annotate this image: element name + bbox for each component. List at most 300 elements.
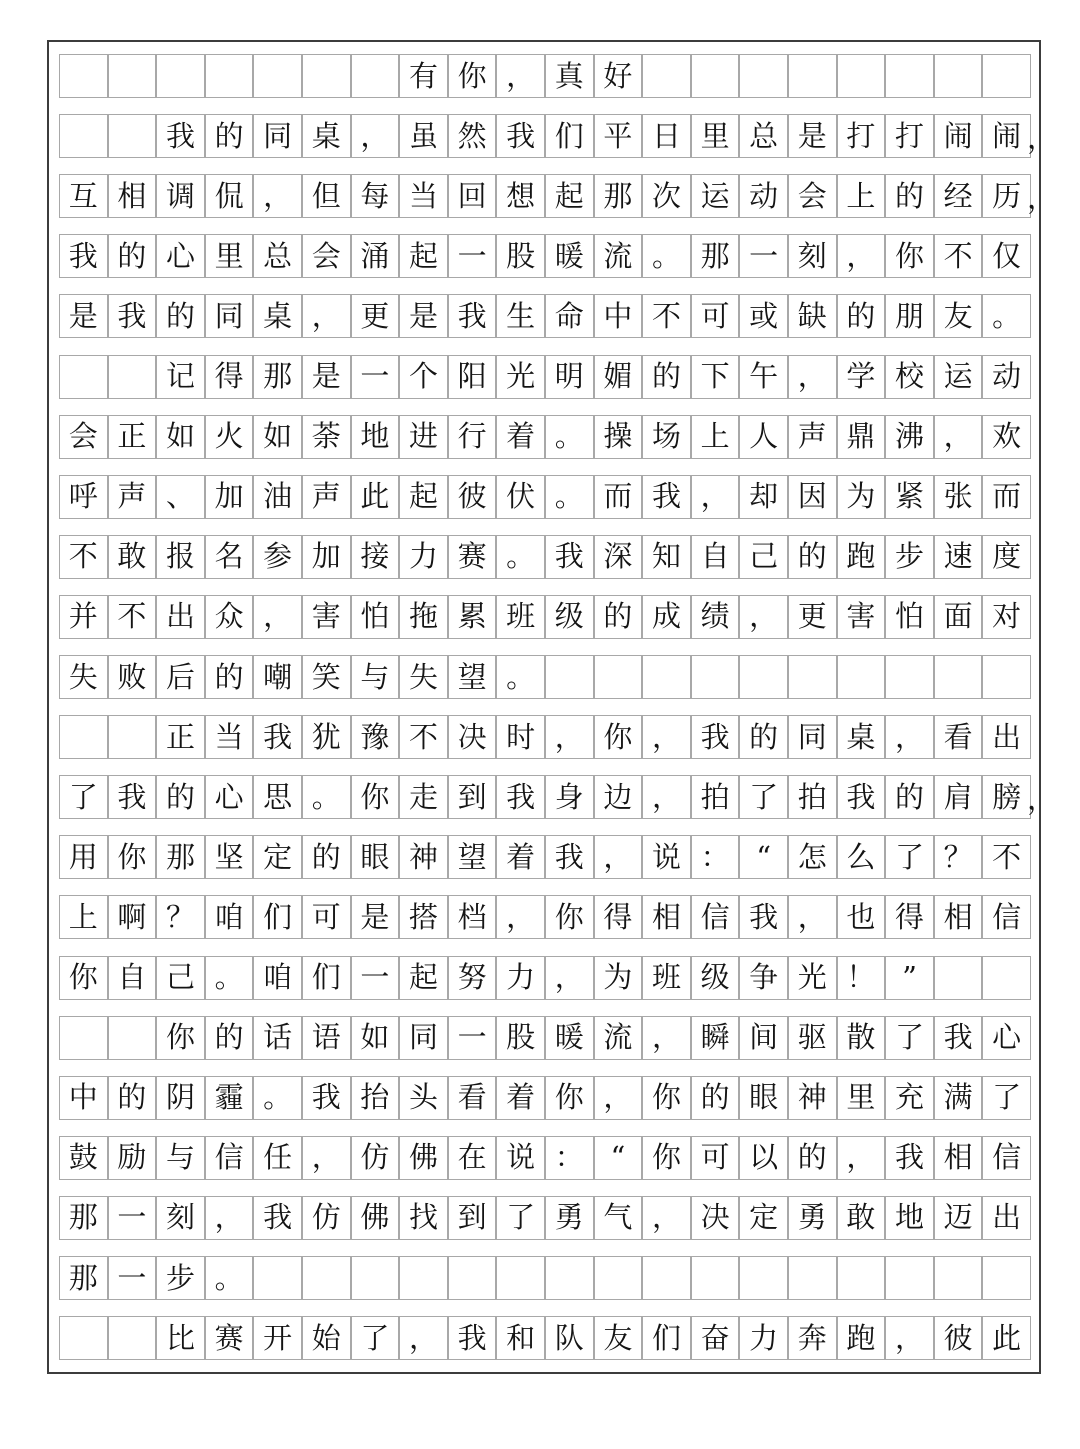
grid-cell: 的 bbox=[739, 715, 788, 759]
grid-cell: 面 bbox=[934, 595, 983, 639]
grid-cell: 赛 bbox=[205, 1316, 254, 1360]
grid-cell: 望 bbox=[448, 835, 497, 879]
grid-cell: 着 bbox=[496, 415, 545, 459]
grid-cell: 沸 bbox=[885, 415, 934, 459]
grid-cell: 一 bbox=[351, 355, 400, 399]
grid-cell: 档 bbox=[448, 895, 497, 939]
grid-cell: 的 bbox=[108, 234, 157, 278]
grid-cell: 侃 bbox=[205, 174, 254, 218]
grid-cell: 失 bbox=[59, 655, 108, 699]
grid-cell: 我 bbox=[934, 1016, 983, 1060]
grid-row bbox=[59, 1016, 1031, 1060]
grid-cell: 的 bbox=[788, 1136, 837, 1180]
grid-cell: 的 bbox=[205, 655, 254, 699]
grid-cell: 话 bbox=[253, 1016, 302, 1060]
grid-cell: 定 bbox=[739, 1196, 788, 1240]
grid-cell: 的 bbox=[156, 775, 205, 819]
grid-cell: 嘲 bbox=[253, 655, 302, 699]
grid-cell: 那 bbox=[59, 1196, 108, 1240]
grid-cell: 刻 bbox=[156, 1196, 205, 1240]
grid-cell: 我 bbox=[448, 1316, 497, 1360]
grid-cell bbox=[205, 54, 254, 98]
grid-cell: 加 bbox=[205, 475, 254, 519]
grid-cell: 当 bbox=[399, 174, 448, 218]
grid-cell bbox=[885, 1256, 934, 1300]
grid-cell: 平 bbox=[594, 114, 643, 158]
grid-cell: 知 bbox=[642, 535, 691, 579]
grid-cell: 级 bbox=[691, 956, 740, 1000]
grid-cell: 抬 bbox=[351, 1076, 400, 1120]
grid-cell: 仿 bbox=[351, 1136, 400, 1180]
grid-row bbox=[59, 895, 1031, 939]
grid-cell: 地 bbox=[885, 1196, 934, 1240]
grid-cell: 走 bbox=[399, 775, 448, 819]
grid-cell: 决 bbox=[691, 1196, 740, 1240]
grid-cell: 我 bbox=[642, 475, 691, 519]
grid-cell: 操 bbox=[594, 415, 643, 459]
grid-cell: 我 bbox=[545, 835, 594, 879]
grid-cell: 跑 bbox=[837, 1316, 886, 1360]
grid-cell: 也 bbox=[837, 895, 886, 939]
grid-cell: 那 bbox=[59, 1256, 108, 1300]
grid-cell: 以 bbox=[739, 1136, 788, 1180]
grid-cell: 打 bbox=[837, 114, 886, 158]
grid-cell: 的 bbox=[885, 775, 934, 819]
grid-cell: 始 bbox=[302, 1316, 351, 1360]
grid-cell: 出 bbox=[982, 1196, 1031, 1240]
grid-cell: 油 bbox=[253, 475, 302, 519]
grid-cell: 中 bbox=[594, 294, 643, 338]
grid-cell: 心 bbox=[156, 234, 205, 278]
grid-cell: 流 bbox=[594, 1016, 643, 1060]
grid-cell: 光 bbox=[788, 956, 837, 1000]
grid-cell: 出 bbox=[156, 595, 205, 639]
grid-cell: 是 bbox=[302, 355, 351, 399]
grid-cell bbox=[545, 1256, 594, 1300]
grid-cell bbox=[399, 1256, 448, 1300]
grid-cell: 光 bbox=[496, 355, 545, 399]
grid-cell: 时 bbox=[496, 715, 545, 759]
grid-cell: 相 bbox=[108, 174, 157, 218]
grid-row bbox=[59, 415, 1031, 459]
grid-cell: 了 bbox=[496, 1196, 545, 1240]
grid-cell bbox=[934, 1256, 983, 1300]
grid-cell bbox=[302, 1256, 351, 1300]
grid-row bbox=[59, 174, 1057, 218]
grid-cell: 己 bbox=[739, 535, 788, 579]
grid-cell: 步 bbox=[156, 1256, 205, 1300]
grid-cell: 找 bbox=[399, 1196, 448, 1240]
grid-cell: 满 bbox=[934, 1076, 983, 1120]
grid-cell: 拖 bbox=[399, 595, 448, 639]
grid-cell: 起 bbox=[399, 475, 448, 519]
grid-cell: 正 bbox=[156, 715, 205, 759]
grid-cell bbox=[108, 1016, 157, 1060]
grid-cell: 缺 bbox=[788, 294, 837, 338]
grid-cell: 股 bbox=[496, 234, 545, 278]
grid-cell: 身 bbox=[545, 775, 594, 819]
grid-row bbox=[59, 956, 1031, 1000]
grid-cell: 阴 bbox=[156, 1076, 205, 1120]
grid-cell: 的 bbox=[205, 1016, 254, 1060]
grid-cell bbox=[496, 1256, 545, 1300]
grid-cell: 回 bbox=[448, 174, 497, 218]
grid-cell: 到 bbox=[448, 1196, 497, 1240]
grid-cell: 用 bbox=[59, 835, 108, 879]
grid-cell: ， bbox=[253, 174, 302, 218]
grid-cell bbox=[156, 54, 205, 98]
grid-cell: 股 bbox=[496, 1016, 545, 1060]
grid-cell: 刻 bbox=[788, 234, 837, 278]
grid-cell: 我 bbox=[253, 715, 302, 759]
grid-cell: 拍 bbox=[691, 775, 740, 819]
grid-cell: 你 bbox=[642, 1136, 691, 1180]
grid-cell: 生 bbox=[496, 294, 545, 338]
grid-cell: 可 bbox=[302, 895, 351, 939]
grid-cell: 。 bbox=[496, 655, 545, 699]
grid-cell: 自 bbox=[691, 535, 740, 579]
grid-cell: 桌 bbox=[253, 294, 302, 338]
grid-cell: 的 bbox=[205, 114, 254, 158]
grid-cell: 坚 bbox=[205, 835, 254, 879]
grid-cell bbox=[982, 54, 1031, 98]
grid-cell: 赛 bbox=[448, 535, 497, 579]
grid-cell: 看 bbox=[448, 1076, 497, 1120]
grid-cell: 励 bbox=[108, 1136, 157, 1180]
grid-cell: 迈 bbox=[934, 1196, 983, 1240]
grid-cell: 声 bbox=[302, 475, 351, 519]
grid-cell: 然 bbox=[448, 114, 497, 158]
grid-cell: 动 bbox=[739, 174, 788, 218]
grid-cell: ， bbox=[205, 1196, 254, 1240]
grid-cell: 瞬 bbox=[691, 1016, 740, 1060]
grid-cell: 气 bbox=[594, 1196, 643, 1240]
grid-cell: 虽 bbox=[399, 114, 448, 158]
grid-cell: 心 bbox=[205, 775, 254, 819]
grid-cell: 你 bbox=[448, 54, 497, 98]
grid-cell: 运 bbox=[691, 174, 740, 218]
grid-cell: 对 bbox=[982, 595, 1031, 639]
grid-cell bbox=[982, 956, 1031, 1000]
grid-cell bbox=[59, 355, 108, 399]
grid-cell: 呼 bbox=[59, 475, 108, 519]
grid-cell: 霾 bbox=[205, 1076, 254, 1120]
grid-cell: ： bbox=[691, 835, 740, 879]
grid-cell: 级 bbox=[545, 595, 594, 639]
grid-cell: 一 bbox=[448, 234, 497, 278]
grid-cell: 一 bbox=[108, 1196, 157, 1240]
grid-cell bbox=[59, 114, 108, 158]
grid-cell: 了 bbox=[885, 1016, 934, 1060]
grid-row bbox=[59, 535, 1031, 579]
grid-cell: “ bbox=[594, 1136, 643, 1180]
grid-cell: 紧 bbox=[885, 475, 934, 519]
grid-cell: ， bbox=[837, 1136, 886, 1180]
grid-cell: 度 bbox=[982, 535, 1031, 579]
grid-cell: 友 bbox=[594, 1316, 643, 1360]
grid-cell: 真 bbox=[545, 54, 594, 98]
grid-cell: “ bbox=[739, 835, 788, 879]
grid-cell: 正 bbox=[108, 415, 157, 459]
grid-cell: 你 bbox=[594, 715, 643, 759]
grid-cell: 和 bbox=[496, 1316, 545, 1360]
grid-cell: 上 bbox=[691, 415, 740, 459]
grid-row bbox=[59, 835, 1031, 879]
grid-cell: 不 bbox=[59, 535, 108, 579]
grid-cell: 边 bbox=[594, 775, 643, 819]
grid-row bbox=[59, 1076, 1031, 1120]
grid-cell: 你 bbox=[545, 895, 594, 939]
grid-cell: 了 bbox=[59, 775, 108, 819]
grid-cell: 为 bbox=[594, 956, 643, 1000]
grid-cell: 。 bbox=[545, 475, 594, 519]
grid-cell: 起 bbox=[545, 174, 594, 218]
grid-cell bbox=[108, 114, 157, 158]
grid-cell: 接 bbox=[351, 535, 400, 579]
grid-cell: 了 bbox=[982, 1076, 1031, 1120]
grid-cell: 友 bbox=[934, 294, 983, 338]
grid-cell: 名 bbox=[205, 535, 254, 579]
grid-cell bbox=[108, 355, 157, 399]
grid-cell bbox=[691, 1256, 740, 1300]
grid-cell: 我 bbox=[496, 114, 545, 158]
grid-cell: 日 bbox=[642, 114, 691, 158]
grid-cell: 得 bbox=[205, 355, 254, 399]
grid-cell bbox=[253, 1256, 302, 1300]
grid-cell: 佛 bbox=[351, 1196, 400, 1240]
grid-cell: 勇 bbox=[545, 1196, 594, 1240]
grid-cell: 起 bbox=[399, 956, 448, 1000]
grid-cell: ， bbox=[642, 775, 691, 819]
grid-cell: 与 bbox=[156, 1136, 205, 1180]
grid-cell: 而 bbox=[982, 475, 1031, 519]
grid-cell: 望 bbox=[448, 655, 497, 699]
grid-cell bbox=[934, 54, 983, 98]
grid-cell: 得 bbox=[885, 895, 934, 939]
grid-cell: ， bbox=[885, 1316, 934, 1360]
overflow-punctuation: ， bbox=[1027, 781, 1057, 816]
grid-cell: 神 bbox=[399, 835, 448, 879]
grid-cell: 敢 bbox=[837, 1196, 886, 1240]
grid-cell bbox=[934, 956, 983, 1000]
grid-cell: ， bbox=[302, 294, 351, 338]
grid-cell: 荼 bbox=[302, 415, 351, 459]
grid-cell: ， bbox=[496, 895, 545, 939]
grid-row bbox=[59, 355, 1031, 399]
grid-cell: ， bbox=[788, 895, 837, 939]
grid-cell: 那 bbox=[594, 174, 643, 218]
grid-cell: 同 bbox=[205, 294, 254, 338]
grid-cell bbox=[982, 1256, 1031, 1300]
grid-cell: 眼 bbox=[351, 835, 400, 879]
grid-cell: 仅 bbox=[982, 234, 1031, 278]
grid-cell: 相 bbox=[934, 1136, 983, 1180]
grid-cell: 开 bbox=[253, 1316, 302, 1360]
grid-cell: 。 bbox=[496, 535, 545, 579]
grid-cell: 众 bbox=[205, 595, 254, 639]
grid-cell: 那 bbox=[156, 835, 205, 879]
grid-cell: 们 bbox=[253, 895, 302, 939]
grid-cell bbox=[59, 715, 108, 759]
grid-cell: 上 bbox=[59, 895, 108, 939]
grid-cell: 害 bbox=[837, 595, 886, 639]
grid-cell: 肩 bbox=[934, 775, 983, 819]
grid-cell: 到 bbox=[448, 775, 497, 819]
grid-cell: 犹 bbox=[302, 715, 351, 759]
grid-cell: 一 bbox=[351, 956, 400, 1000]
grid-cell: 或 bbox=[739, 294, 788, 338]
grid-cell bbox=[885, 655, 934, 699]
grid-row bbox=[59, 1136, 1031, 1180]
grid-cell: 同 bbox=[788, 715, 837, 759]
grid-cell: ， bbox=[545, 956, 594, 1000]
grid-cell: 失 bbox=[399, 655, 448, 699]
grid-cell: 咱 bbox=[253, 956, 302, 1000]
grid-cell: 午 bbox=[739, 355, 788, 399]
grid-cell: 一 bbox=[108, 1256, 157, 1300]
grid-cell: 你 bbox=[642, 1076, 691, 1120]
grid-cell: 充 bbox=[885, 1076, 934, 1120]
grid-cell: 你 bbox=[156, 1016, 205, 1060]
grid-cell: 勇 bbox=[788, 1196, 837, 1240]
grid-cell: 但 bbox=[302, 174, 351, 218]
grid-cell: 啊 bbox=[108, 895, 157, 939]
grid-cell: 我 bbox=[59, 234, 108, 278]
grid-cell: 们 bbox=[302, 956, 351, 1000]
grid-cell: 调 bbox=[156, 174, 205, 218]
grid-cell: 自 bbox=[108, 956, 157, 1000]
grid-cell bbox=[594, 1256, 643, 1300]
grid-cell: 班 bbox=[496, 595, 545, 639]
grid-cell: 咱 bbox=[205, 895, 254, 939]
grid-cell: ？ bbox=[156, 895, 205, 939]
grid-cell: 命 bbox=[545, 294, 594, 338]
grid-cell: 们 bbox=[545, 114, 594, 158]
grid-cell: 想 bbox=[496, 174, 545, 218]
grid-cell: 地 bbox=[351, 415, 400, 459]
grid-cell: 却 bbox=[739, 475, 788, 519]
grid-cell bbox=[545, 655, 594, 699]
grid-cell: 相 bbox=[934, 895, 983, 939]
grid-cell: 绩 bbox=[691, 595, 740, 639]
grid-cell: 我 bbox=[302, 1076, 351, 1120]
grid-cell bbox=[108, 715, 157, 759]
grid-cell: 了 bbox=[885, 835, 934, 879]
grid-cell: 是 bbox=[351, 895, 400, 939]
grid-cell: 你 bbox=[885, 234, 934, 278]
grid-cell: 步 bbox=[885, 535, 934, 579]
grid-cell: 信 bbox=[982, 1136, 1031, 1180]
grid-cell: 此 bbox=[351, 475, 400, 519]
grid-cell bbox=[351, 1256, 400, 1300]
grid-cell: 可 bbox=[691, 1136, 740, 1180]
grid-cell: 奋 bbox=[691, 1316, 740, 1360]
grid-cell: 们 bbox=[642, 1316, 691, 1360]
grid-cell: 历 bbox=[982, 174, 1031, 218]
grid-cell: 搭 bbox=[399, 895, 448, 939]
grid-cell: 笑 bbox=[302, 655, 351, 699]
grid-cell: ， bbox=[594, 835, 643, 879]
grid-cell: 拍 bbox=[788, 775, 837, 819]
grid-cell: 一 bbox=[448, 1016, 497, 1060]
grid-cell: 声 bbox=[788, 415, 837, 459]
overflow-punctuation: ， bbox=[1027, 180, 1057, 215]
grid-cell: 信 bbox=[205, 1136, 254, 1180]
grid-cell bbox=[788, 54, 837, 98]
grid-cell: 桌 bbox=[837, 715, 886, 759]
grid-cell: 打 bbox=[885, 114, 934, 158]
grid-cell: 不 bbox=[108, 595, 157, 639]
grid-row bbox=[59, 1256, 1031, 1300]
grid-cell: 总 bbox=[739, 114, 788, 158]
grid-cell: 同 bbox=[399, 1016, 448, 1060]
grid-cell: 你 bbox=[545, 1076, 594, 1120]
grid-cell: 。 bbox=[302, 775, 351, 819]
grid-cell: 不 bbox=[642, 294, 691, 338]
grid-cell: 我 bbox=[739, 895, 788, 939]
grid-cell: 你 bbox=[351, 775, 400, 819]
grid-cell: 怕 bbox=[351, 595, 400, 639]
grid-cell: 散 bbox=[837, 1016, 886, 1060]
grid-cell: 仿 bbox=[302, 1196, 351, 1240]
grid-cell: 暖 bbox=[545, 1016, 594, 1060]
grid-cell: 场 bbox=[642, 415, 691, 459]
grid-cell bbox=[302, 54, 351, 98]
grid-cell: 说 bbox=[496, 1136, 545, 1180]
grid-cell: 。 bbox=[205, 1256, 254, 1300]
grid-cell: ， bbox=[837, 234, 886, 278]
grid-cell bbox=[108, 54, 157, 98]
grid-cell: 与 bbox=[351, 655, 400, 699]
grid-row bbox=[59, 114, 1057, 158]
grid-cell: 会 bbox=[788, 174, 837, 218]
grid-cell: 因 bbox=[788, 475, 837, 519]
grid-cell: 鼎 bbox=[837, 415, 886, 459]
grid-cell: 彼 bbox=[934, 1316, 983, 1360]
grid-cell: 流 bbox=[594, 234, 643, 278]
grid-cell: 不 bbox=[934, 234, 983, 278]
grid-cell bbox=[351, 54, 400, 98]
grid-cell bbox=[691, 54, 740, 98]
grid-cell: 累 bbox=[448, 595, 497, 639]
grid-cell: 任 bbox=[253, 1136, 302, 1180]
grid-cell: 怎 bbox=[788, 835, 837, 879]
grid-cell: 校 bbox=[885, 355, 934, 399]
grid-cell: 的 bbox=[642, 355, 691, 399]
grid-cell bbox=[691, 655, 740, 699]
grid-cell: 不 bbox=[982, 835, 1031, 879]
grid-cell: 你 bbox=[108, 835, 157, 879]
grid-cell: ， bbox=[788, 355, 837, 399]
grid-cell: 那 bbox=[253, 355, 302, 399]
grid-cell: 声 bbox=[108, 475, 157, 519]
grid-cell: 敢 bbox=[108, 535, 157, 579]
grid-cell: 。 bbox=[642, 234, 691, 278]
grid-cell: ： bbox=[545, 1136, 594, 1180]
grid-row bbox=[59, 234, 1031, 278]
grid-cell bbox=[594, 655, 643, 699]
grid-cell: 会 bbox=[59, 415, 108, 459]
grid-cell bbox=[837, 1256, 886, 1300]
grid-cell: 我 bbox=[448, 294, 497, 338]
grid-cell: 下 bbox=[691, 355, 740, 399]
grid-cell: 我 bbox=[156, 114, 205, 158]
grid-cell: ， bbox=[351, 114, 400, 158]
grid-cell: 得 bbox=[594, 895, 643, 939]
grid-cell: ” bbox=[885, 956, 934, 1000]
grid-cell: 队 bbox=[545, 1316, 594, 1360]
grid-cell bbox=[59, 1016, 108, 1060]
